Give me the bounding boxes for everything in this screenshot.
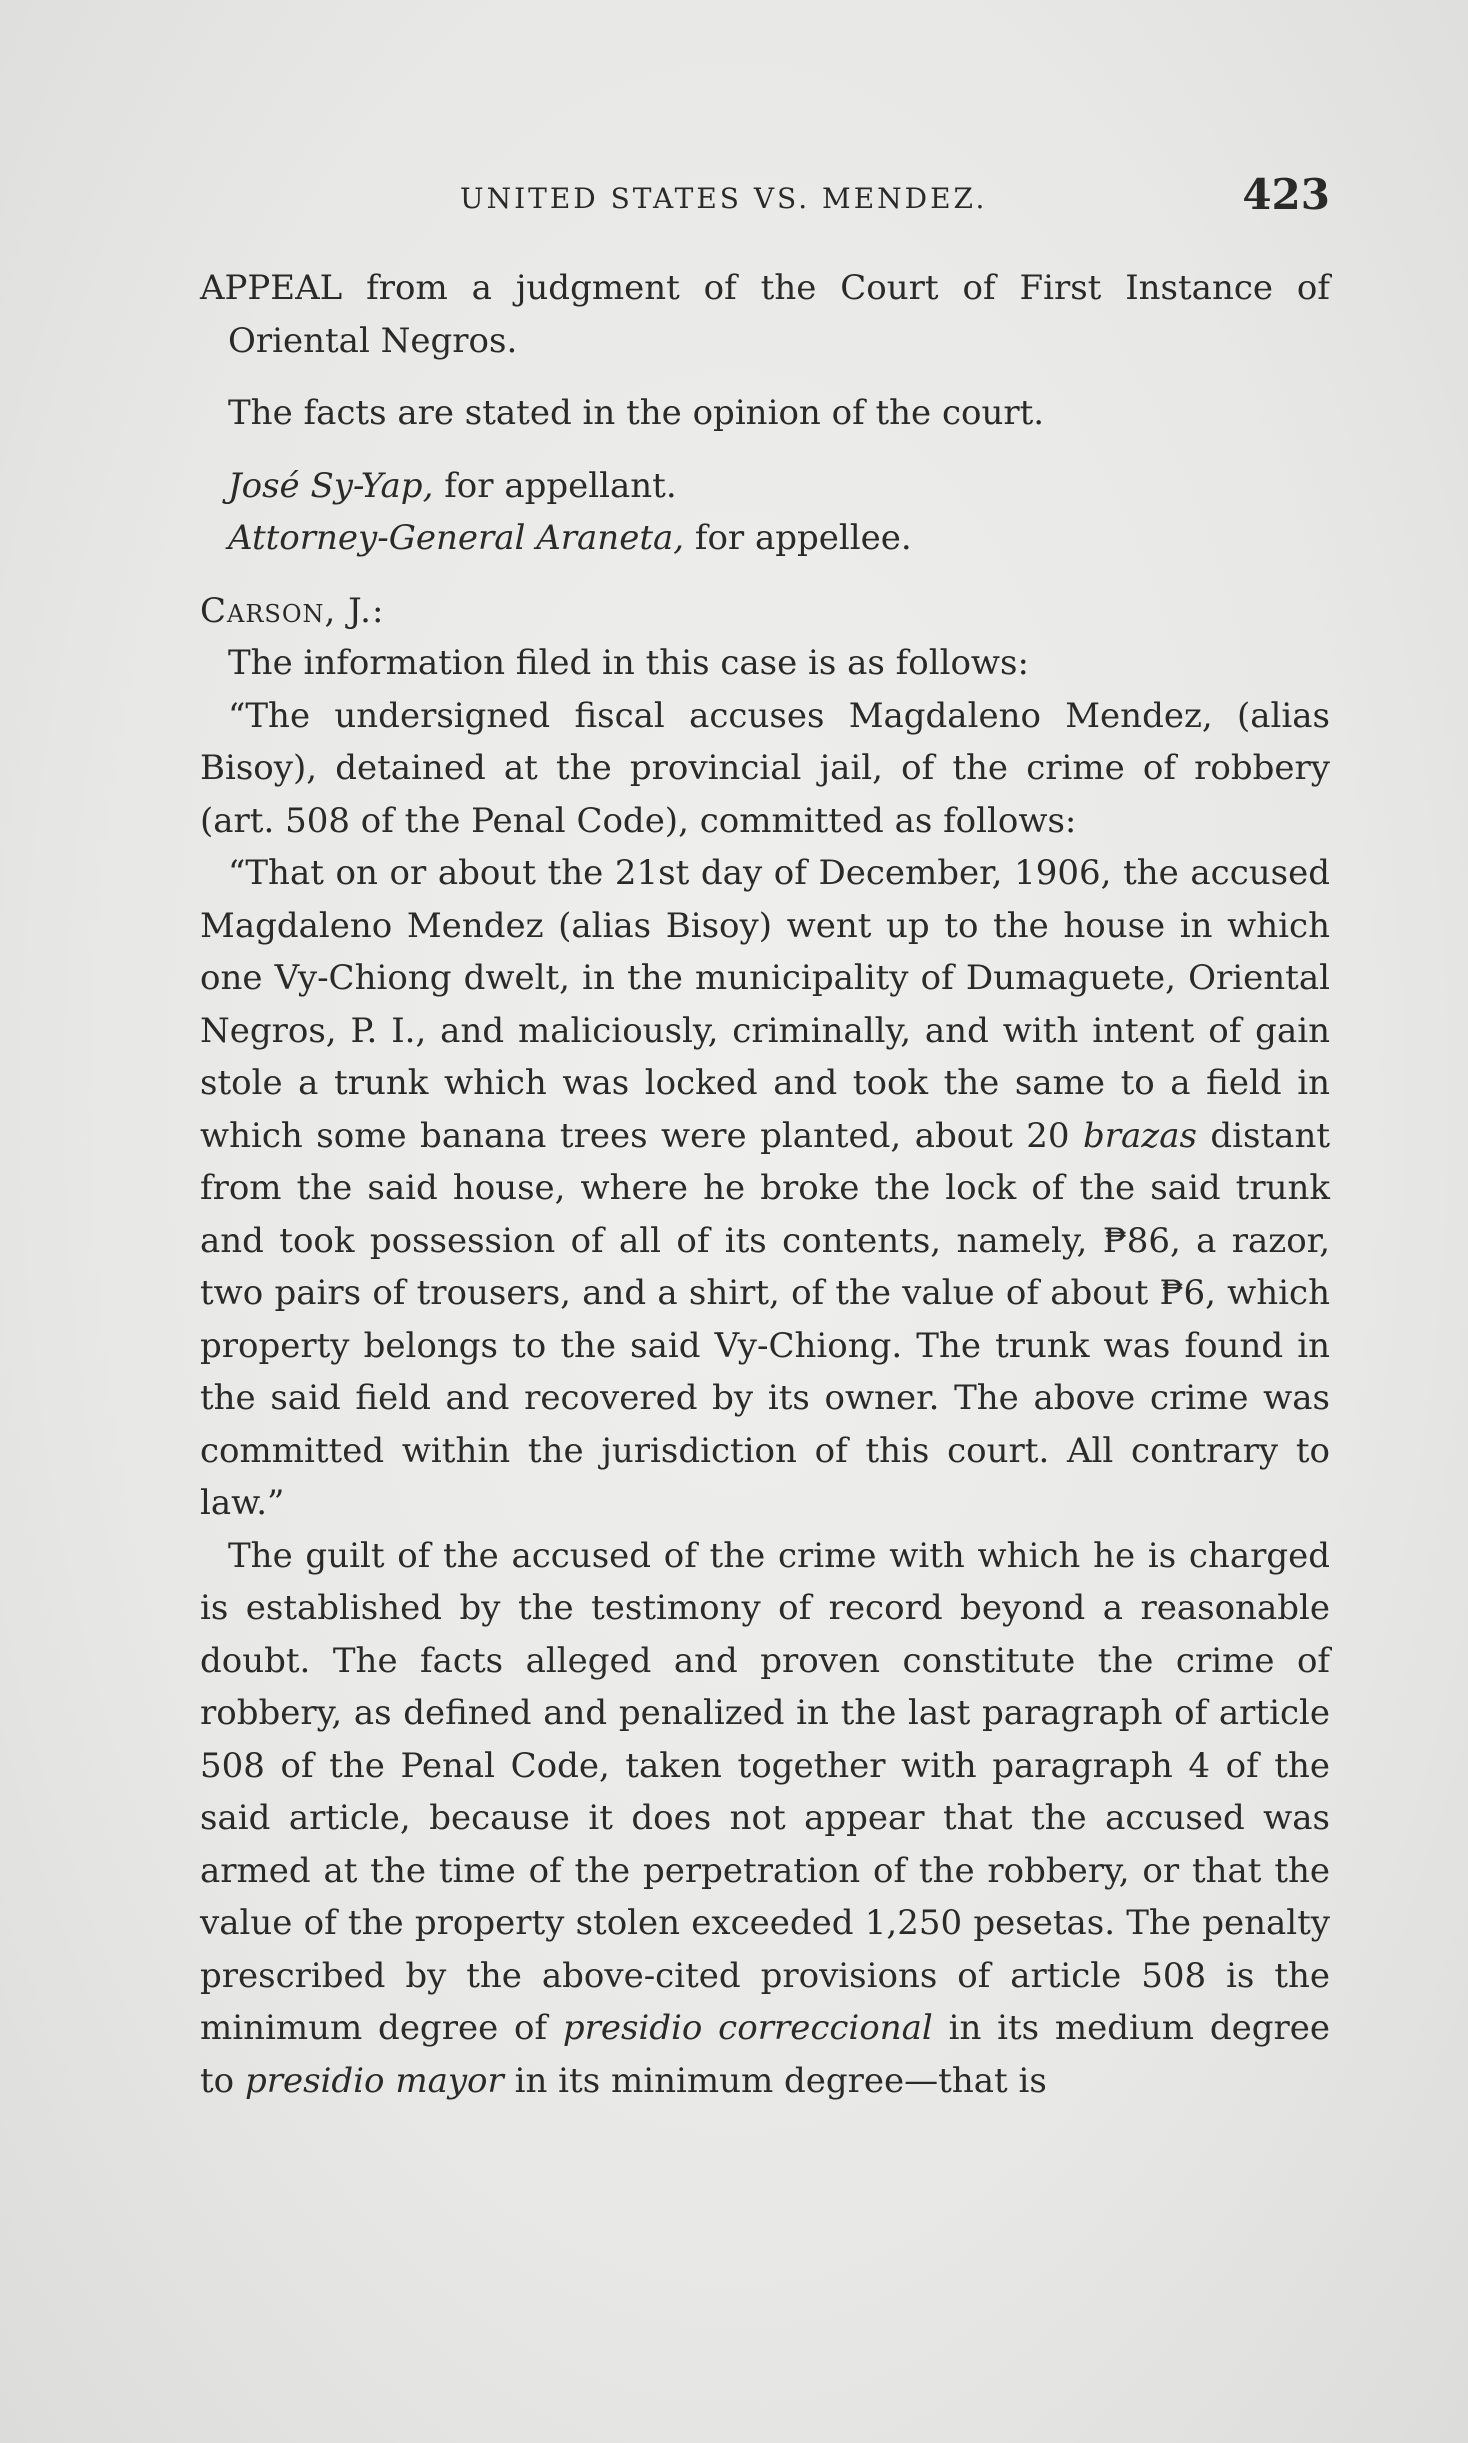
- brazas-term: brazas: [1083, 1115, 1197, 1156]
- opinion-paragraph-1: The information filed in this case is as follows:: [228, 643, 1029, 683]
- opinion-text-c: in its minimum degree—that is: [503, 2060, 1047, 2101]
- opinion-text-a: The guilt of the accused of the crime with which he is charged is established by the testimony of record beyond a reasonable doubt. The facts alleged and proven constitute the crime of robbery, as defined and penalized in the last paragraph of article 508 of the Penal Code, taken together with paragraph 4 of the said article, because it does not appear that the accused was armed at the time of the perpetration of the robbery, or that the value of the property stolen exceeded 1,250 pesetas. The penalty prescribed by the above-cited provisions of article 508 is the minimum degree of: [200, 1535, 1330, 2048]
- page-number: 423: [1242, 170, 1330, 219]
- information-text-a: “That on or about the 21st day of December, 1906, the accused Magdaleno Mendez (alias Bisoy) went up to the house in which one Vy-Chiong dwelt, in the municipality of Dumaguete, Oriental Negros, P. I., and maliciously, criminally, and with intent of gain stole a trunk which was locked and took the same to a field in which some banana trees were planted, about 20: [200, 853, 1330, 1156]
- page-header: [200, 170, 1330, 230]
- information-paragraph-2: [200, 847, 1330, 1530]
- opinion-text-b: in its medium degree to: [200, 2008, 1330, 2101]
- counsel-appellee: [200, 512, 1330, 565]
- opinion-paragraph-2: [200, 1530, 1330, 2108]
- running-title: UNITED STATES VS. MENDEZ.: [460, 182, 988, 215]
- presidio-correccional-term: presidio correccional: [562, 2008, 933, 2048]
- counsel-appellant-name: José Sy-Yap,: [228, 465, 434, 506]
- counsel-appellant: [200, 460, 1330, 513]
- appeal-paragraph: APPEAL from a judgment of the Court of First Instance of Oriental Negros.: [200, 268, 1330, 361]
- counsel-appellee-role: for appellee.: [684, 518, 912, 558]
- counsel-appellee-name: Attorney-General Araneta,: [228, 518, 685, 558]
- body-text: [200, 262, 1330, 2107]
- facts-paragraph: The facts are stated in the opinion of the court.: [228, 393, 1045, 433]
- counsel-appellant-role: for appellant.: [433, 465, 677, 506]
- opinion-author: Carson, J.:: [200, 590, 385, 631]
- presidio-mayor-term: presidio mayor: [244, 2060, 504, 2101]
- information-text-b: distant from the said house, where he broke the lock of the said trunk and took possession of all of its contents, namely, ₱86, a razor, two pairs of trousers, and a shirt, of the value of about ₱6, which property belongs to the said Vy-Chiong. The trunk was found in the said field and recovered by its owner. The above crime was committed within the jurisdiction of this court. All contrary to law.”: [200, 1115, 1330, 1523]
- information-paragraph-1: “The undersigned fiscal accuses Magdaleno Mendez, (alias Bisoy), detained at the provincial jail, of the crime of robbery (art. 508 of the Penal Code), committed as follows:: [200, 695, 1330, 841]
